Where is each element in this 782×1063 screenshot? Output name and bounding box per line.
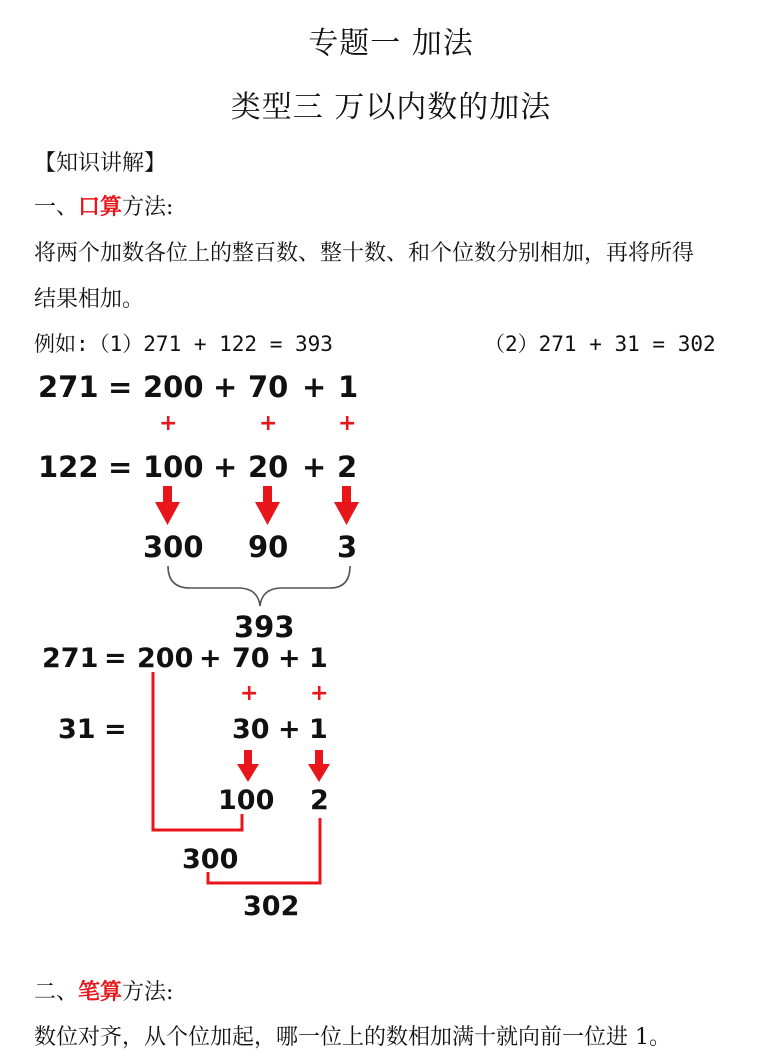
d2-r1-200: 200 <box>137 643 194 674</box>
d2-plus-ones: + <box>310 681 329 706</box>
d2-plus-tens: + <box>240 681 259 706</box>
d1-sum-90: 90 <box>248 530 289 564</box>
d2-r1-eq: = <box>104 643 127 674</box>
d1-r1-200: 200 <box>143 370 204 404</box>
brace-icon <box>168 566 350 606</box>
section1-suffix: 方法: <box>122 195 174 220</box>
page-subtitle: 类型三 万以内数的加法 <box>230 90 552 125</box>
d1-r2-100: 100 <box>143 450 204 484</box>
page-title: 专题一 加法 <box>308 26 474 61</box>
example-1: 例如:（1）271 + 122 = 393 <box>34 332 333 356</box>
d2-r2-30: 30 <box>232 714 270 745</box>
d1-r1-plus2: + <box>302 370 327 404</box>
d2-total-302: 302 <box>243 891 300 922</box>
d2-r2-1: 1 <box>309 714 328 745</box>
d2-sum-2: 2 <box>310 785 329 816</box>
d1-r1-eq: = <box>108 370 133 404</box>
arrow-down-icon <box>237 750 259 782</box>
d1-plus-hundreds: + <box>159 411 178 436</box>
d1-r2-2: 2 <box>337 450 358 484</box>
d2-r2-31: 31 <box>58 714 96 745</box>
d1-r2-122: 122 <box>38 450 99 484</box>
section2-desc: 数位对齐，从个位加起，哪一位上的数相加满十就向前一位进 1。 <box>34 1025 671 1050</box>
d1-plus-tens: + <box>259 411 278 436</box>
d2-r1-1: 1 <box>309 643 328 674</box>
section2-prefix: 二、 <box>34 980 79 1005</box>
section1-desc-line2: 结果相加。 <box>34 287 145 312</box>
d1-plus-ones: + <box>338 411 357 436</box>
d1-r1-1: 1 <box>338 370 359 404</box>
arrow-down-icon <box>334 486 359 525</box>
d2-partial-300: 300 <box>182 844 239 875</box>
d1-r2-plus2: + <box>302 450 327 484</box>
d2-r1-plus2: + <box>278 643 301 674</box>
section1-highlight: 口算 <box>78 194 123 220</box>
d1-sum-3: 3 <box>337 530 358 564</box>
d1-r2-20: 20 <box>248 450 289 484</box>
section2-heading <box>34 975 173 1006</box>
section2-highlight: 笔算 <box>78 979 123 1005</box>
d1-r2-plus1: + <box>213 450 238 484</box>
knowledge-heading: 【知识讲解】 <box>34 151 167 176</box>
arrow-down-icon <box>308 750 330 782</box>
d2-r2-plus: + <box>278 714 301 745</box>
d1-r2-eq: = <box>108 450 133 484</box>
section1-desc-line1: 将两个加数各位上的整百数、整十数、和个位数分别相加，再将所得 <box>34 241 695 266</box>
d1-total-393: 393 <box>234 610 295 644</box>
d2-r1-plus1: + <box>199 643 222 674</box>
arrow-down-icon <box>155 486 180 525</box>
d1-r1-70: 70 <box>248 370 289 404</box>
example-2: （2）271 + 31 = 302 <box>484 332 716 356</box>
section1-prefix: 一、 <box>34 195 79 220</box>
d2-r1-70: 70 <box>232 643 270 674</box>
d2-r2-eq: = <box>104 714 127 745</box>
d1-r1-271: 271 <box>38 370 99 404</box>
d1-sum-300: 300 <box>143 530 204 564</box>
section2-suffix: 方法: <box>122 980 174 1005</box>
d2-sum-100: 100 <box>218 785 275 816</box>
d1-r1-plus1: + <box>213 370 238 404</box>
arrow-down-icon <box>255 486 280 525</box>
d2-r1-271: 271 <box>42 643 99 674</box>
